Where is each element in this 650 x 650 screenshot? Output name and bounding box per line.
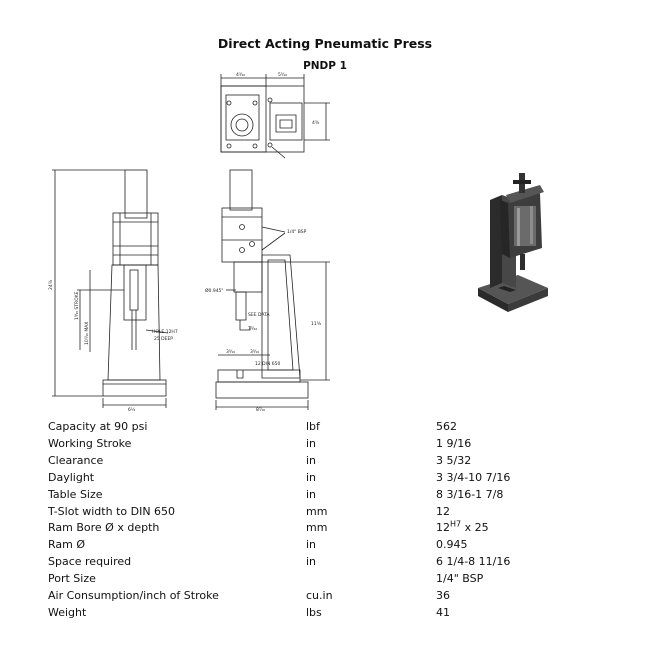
spec-unit: mm [306,504,328,518]
spec-value: 41 [436,605,450,619]
spec-value: 3 3/4-10 7/16 [436,470,511,484]
spec-unit: lbf [306,420,320,433]
spec-value: 3 5/32 [436,453,472,467]
table-row [48,554,616,571]
spec-label: Working Stroke [48,436,132,450]
spec-unit: in [306,538,317,552]
table-row [48,520,616,537]
spec-label: Space required [48,555,132,569]
spec-label: Weight [48,605,87,619]
label-ram-dia: Ø0.945" [205,289,224,294]
dim-clearance: 3⁵⁄₃₂ [248,327,258,332]
spec-unit [306,571,436,588]
top-view-drawing [221,74,330,158]
spec-value: 12 [436,504,450,518]
table-row [48,571,616,588]
dim-base-width: 6¼ [128,408,136,413]
spec-unit: in [306,436,317,450]
table-row [48,605,616,622]
spec-unit: in [306,555,317,569]
side-view-drawing [216,170,330,410]
table-row [48,487,616,504]
dim-table-w1: 3⁵⁄₁₆ [226,350,236,355]
model-number: PNDP 1 [303,60,347,72]
label-see-data: SEE DATA [248,313,270,318]
spec-value: 562 [436,420,457,433]
dim-base-depth: 8⁷⁄₁₆ [256,408,266,413]
label-hole-depth: 25 DEEP [154,337,174,342]
spec-value: 0.945 [436,538,468,552]
spec-value: 6 1/4-8 11/16 [436,555,511,569]
dim-top-width-left: 4³⁄₁₆ [236,73,246,78]
spec-value: 8 3/16-1 7/8 [436,487,504,501]
spec-unit: in [306,487,317,501]
spec-label: Daylight [48,470,95,484]
dim-top-width-right: 5⁵⁄₁₆ [278,73,288,78]
spec-label: Table Size [48,487,103,501]
press-product-image [478,173,548,312]
spec-unit: cu.in [306,589,333,603]
table-row [48,470,616,487]
spec-value: 36 [436,589,450,603]
dim-daylight: 10⁷⁄₁₆ MAX [85,321,90,345]
table-row [48,419,616,436]
front-view-drawing [52,170,168,408]
spec-unit: mm [306,521,328,535]
table-row [48,588,616,605]
label-port-size: 1/4" BSP [287,230,307,235]
spec-unit: in [306,470,317,484]
table-row [48,504,616,521]
spec-label: Capacity at 90 psi [48,420,148,433]
spec-label: Ram Ø [48,538,86,552]
spec-unit: lbs [306,605,322,619]
label-tslot: 12 DIN 650 [255,362,281,367]
table-row [48,436,616,453]
spec-label: Clearance [48,453,104,467]
dim-overall-height: 24⅞ [49,279,54,290]
dim-side-height: 11⅝ [311,322,322,327]
dim-table-w2: 3⁵⁄₁₆ [250,350,260,355]
label-hole: HOLE 12H7 [152,330,178,335]
spec-value-superscript: H7 [450,519,462,529]
spec-value-suffix: x 25 [461,521,489,535]
specifications-table [48,419,616,622]
page-title: Direct Acting Pneumatic Press [217,36,433,51]
spec-label: Port Size [48,572,96,586]
spec-label: T-Slot width to DIN 650 [48,504,176,518]
dim-stroke: 1⁹⁄₁₆ STROKE [75,291,80,320]
spec-value-main: 12 [436,521,450,535]
spec-label: Ram Bore Ø x depth [48,521,160,535]
spec-label: Air Consumption/inch of Stroke [48,589,219,603]
spec-value: 1/4" BSP [436,572,484,586]
table-row [48,453,616,470]
table-row [48,537,616,554]
dim-top-height: 4⅜ [312,121,320,126]
spec-value [436,520,616,537]
spec-unit: in [306,453,317,467]
spec-value: 1 9/16 [436,436,472,450]
